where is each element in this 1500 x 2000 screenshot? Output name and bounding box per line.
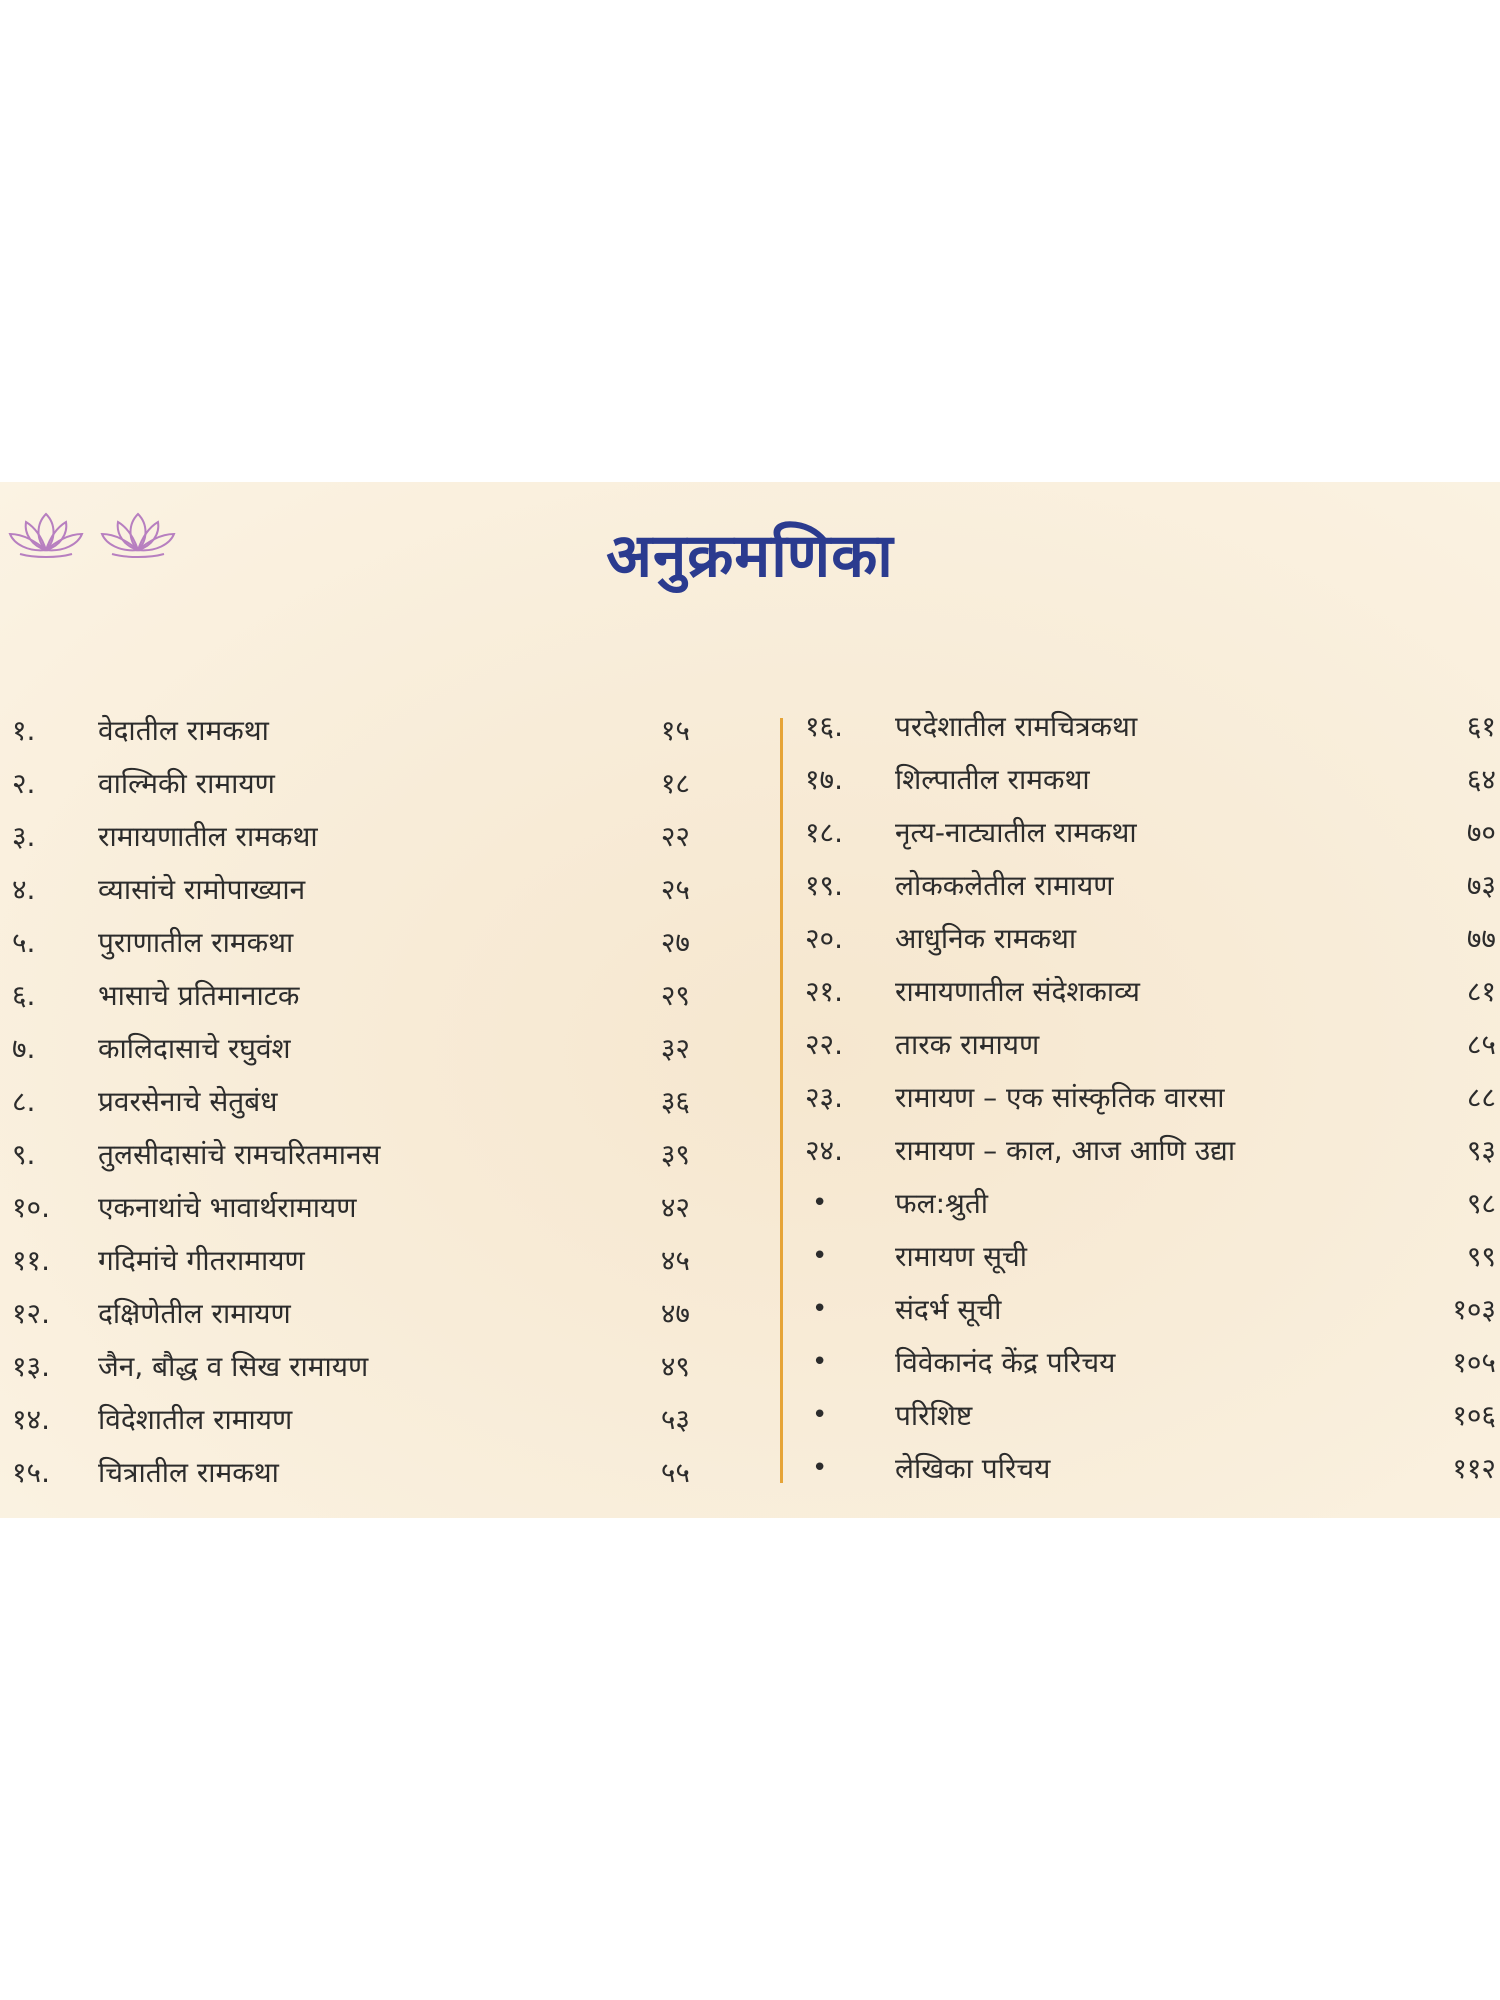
entry-number: १३. bbox=[12, 1350, 51, 1383]
entry-number: २१. bbox=[805, 975, 844, 1008]
entry-title: दक्षिणेतील रामायण bbox=[98, 1297, 291, 1330]
entry-title: तारक रामायण bbox=[895, 1028, 1040, 1061]
entry-number: २४. bbox=[805, 1134, 844, 1167]
entry-page-number: ६१ bbox=[1466, 710, 1496, 743]
entry-title: लोककलेतील रामायण bbox=[895, 869, 1114, 902]
entry-number: ३. bbox=[12, 820, 36, 853]
entry-title: परिशिष्ट bbox=[895, 1399, 973, 1432]
entry-title: विदेशातील रामायण bbox=[98, 1403, 293, 1436]
entry-page-number: १८ bbox=[660, 767, 690, 800]
column-divider bbox=[780, 718, 783, 1483]
entry-number: १६. bbox=[805, 710, 844, 743]
entry-title: प्रवरसेनाचे सेतुबंध bbox=[98, 1085, 278, 1118]
bullet-icon: • bbox=[812, 1400, 828, 1430]
entry-number: १७. bbox=[805, 763, 844, 796]
entry-page-number: ४५ bbox=[660, 1244, 690, 1277]
entry-number: २३. bbox=[805, 1081, 844, 1114]
entry-page-number: ३९ bbox=[660, 1138, 690, 1171]
entry-page-number: ७० bbox=[1466, 816, 1496, 849]
entry-page-number: ७७ bbox=[1466, 922, 1496, 955]
entry-page-number: २७ bbox=[660, 926, 690, 959]
entry-number: ६. bbox=[12, 979, 36, 1012]
entry-title: गदिमांचे गीतरामायण bbox=[98, 1244, 305, 1277]
entry-number: १२. bbox=[12, 1297, 51, 1330]
entry-title: नृत्य-नाट्यातील रामकथा bbox=[895, 816, 1137, 849]
entry-title: भासाचे प्रतिमानाटक bbox=[98, 979, 300, 1012]
entry-page-number: २५ bbox=[660, 873, 690, 906]
entry-number: ७. bbox=[12, 1032, 36, 1065]
entry-page-number: १०६ bbox=[1452, 1399, 1496, 1432]
entry-page-number: ८१ bbox=[1466, 975, 1496, 1008]
entry-title: शिल्पातील रामकथा bbox=[895, 763, 1090, 796]
entry-page-number: २२ bbox=[660, 820, 690, 853]
entry-number: १५. bbox=[12, 1456, 51, 1489]
entry-number: २०. bbox=[805, 922, 844, 955]
entry-title: रामायण सूची bbox=[895, 1240, 1028, 1273]
entry-number: १. bbox=[12, 714, 36, 747]
entry-page-number: ४७ bbox=[660, 1297, 690, 1330]
entry-page-number: ११२ bbox=[1452, 1452, 1496, 1485]
entry-title: लेखिका परिचय bbox=[895, 1452, 1051, 1485]
entry-number: ९. bbox=[12, 1138, 36, 1171]
entry-title: व्यासांचे रामोपाख्यान bbox=[98, 873, 306, 906]
entry-title: रामायण – एक सांस्कृतिक वारसा bbox=[895, 1081, 1225, 1114]
entry-page-number: १०५ bbox=[1452, 1346, 1496, 1379]
entry-title: विवेकानंद केंद्र परिचय bbox=[895, 1346, 1116, 1379]
entry-title: फल:श्रुती bbox=[895, 1187, 989, 1220]
entry-number: ८. bbox=[12, 1085, 36, 1118]
entry-page-number: ६४ bbox=[1466, 763, 1496, 796]
entry-page-number: ३२ bbox=[660, 1032, 690, 1065]
bullet-icon: • bbox=[812, 1294, 828, 1324]
entry-page-number: ८८ bbox=[1466, 1081, 1496, 1114]
entry-page-number: ३६ bbox=[660, 1085, 690, 1118]
entry-number: १०. bbox=[12, 1191, 51, 1224]
page-title: अनुक्रमणिका bbox=[606, 521, 894, 591]
entry-page-number: ९८ bbox=[1466, 1187, 1496, 1220]
entry-title: वेदातील रामकथा bbox=[98, 714, 269, 747]
entry-number: ४. bbox=[12, 873, 36, 906]
entry-number: ११. bbox=[12, 1244, 51, 1277]
entry-page-number: ९९ bbox=[1466, 1240, 1496, 1273]
entry-title: पुराणातील रामकथा bbox=[98, 926, 294, 959]
entry-title: संदर्भ सूची bbox=[895, 1293, 1002, 1326]
entry-page-number: ५३ bbox=[660, 1403, 690, 1436]
entry-page-number: ४९ bbox=[660, 1350, 690, 1383]
entry-title: रामायणातील संदेशकाव्य bbox=[895, 975, 1140, 1008]
bullet-icon: • bbox=[812, 1347, 828, 1377]
entry-page-number: ७३ bbox=[1466, 869, 1496, 902]
entry-title: चित्रातील रामकथा bbox=[98, 1456, 279, 1489]
entry-title: एकनाथांचे भावार्थरामायण bbox=[98, 1191, 357, 1224]
entry-number: २. bbox=[12, 767, 36, 800]
entry-title: रामायणातील रामकथा bbox=[98, 820, 318, 853]
entry-number: २२. bbox=[805, 1028, 844, 1061]
entry-number: १९. bbox=[805, 869, 844, 902]
entry-number: १८. bbox=[805, 816, 844, 849]
entry-number: ५. bbox=[12, 926, 36, 959]
entry-page-number: ५५ bbox=[660, 1456, 690, 1489]
entry-page-number: ९३ bbox=[1466, 1134, 1496, 1167]
bullet-icon: • bbox=[812, 1453, 828, 1483]
entry-title: रामायण – काल, आज आणि उद्या bbox=[895, 1134, 1236, 1167]
entry-page-number: ४२ bbox=[660, 1191, 690, 1224]
bullet-icon: • bbox=[812, 1241, 828, 1271]
entry-title: परदेशातील रामचित्रकथा bbox=[895, 710, 1138, 743]
entry-number: १४. bbox=[12, 1403, 51, 1436]
contents-page bbox=[0, 482, 1500, 1518]
entry-page-number: ८५ bbox=[1466, 1028, 1496, 1061]
entry-page-number: २९ bbox=[660, 979, 690, 1012]
entry-title: वाल्मिकी रामायण bbox=[98, 767, 275, 800]
entry-title: तुलसीदासांचे रामचरितमानस bbox=[98, 1138, 381, 1171]
bullet-icon: • bbox=[812, 1188, 828, 1218]
entry-page-number: १०३ bbox=[1452, 1293, 1496, 1326]
entry-title: आधुनिक रामकथा bbox=[895, 922, 1077, 955]
entry-title: कालिदासाचे रघुवंश bbox=[98, 1032, 291, 1065]
entry-title: जैन, बौद्ध व सिख रामायण bbox=[98, 1350, 369, 1383]
entry-page-number: १५ bbox=[660, 714, 690, 747]
